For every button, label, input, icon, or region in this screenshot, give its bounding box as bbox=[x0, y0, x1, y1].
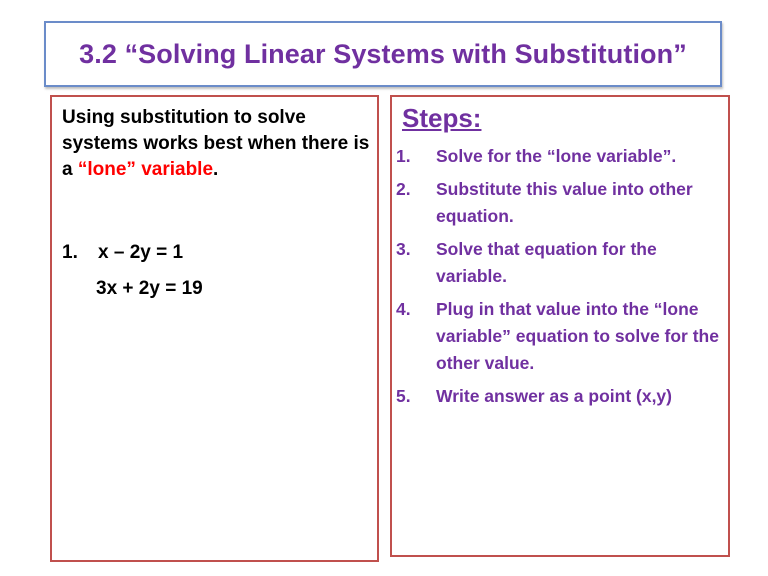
equation-1: x – 2y = 1 bbox=[98, 242, 184, 263]
step-item-2 bbox=[396, 176, 730, 230]
problem-row-2 bbox=[62, 275, 203, 303]
intro-part2: . bbox=[213, 159, 219, 180]
example-problem bbox=[62, 239, 203, 311]
intro-text bbox=[62, 105, 374, 183]
step-number: 3. bbox=[396, 239, 411, 259]
step-item-5 bbox=[396, 383, 730, 410]
step-number: 1. bbox=[396, 146, 411, 166]
step-item-1 bbox=[396, 143, 730, 170]
steps-list bbox=[396, 143, 730, 416]
step-text: Substitute this value into other equation. bbox=[436, 179, 693, 226]
step-item-3 bbox=[396, 236, 730, 290]
step-number: 4. bbox=[396, 299, 411, 319]
slide-title: 3.2 “Solving Linear Systems with Substitution” bbox=[79, 38, 687, 69]
title-box bbox=[44, 21, 722, 87]
problem-number: 1. bbox=[62, 242, 78, 263]
right-panel bbox=[390, 95, 730, 557]
equation-2: 3x + 2y = 19 bbox=[96, 278, 203, 299]
step-number: 2. bbox=[396, 179, 411, 199]
steps-heading: Steps: bbox=[402, 103, 482, 133]
step-text: Write answer as a point (x,y) bbox=[436, 386, 672, 406]
step-text: Solve that equation for the variable. bbox=[436, 239, 657, 286]
step-text: Solve for the “lone variable”. bbox=[436, 146, 677, 166]
left-panel bbox=[50, 95, 379, 562]
step-item-4 bbox=[396, 296, 730, 377]
intro-highlight: “lone” variable bbox=[77, 159, 214, 180]
intro-part1: Using substitution to solve systems works best when there is a bbox=[62, 107, 370, 180]
problem-row-1 bbox=[62, 239, 203, 267]
step-number: 5. bbox=[396, 386, 411, 406]
step-text: Plug in that value into the “lone variable” equation to solve for the other value. bbox=[436, 299, 719, 373]
